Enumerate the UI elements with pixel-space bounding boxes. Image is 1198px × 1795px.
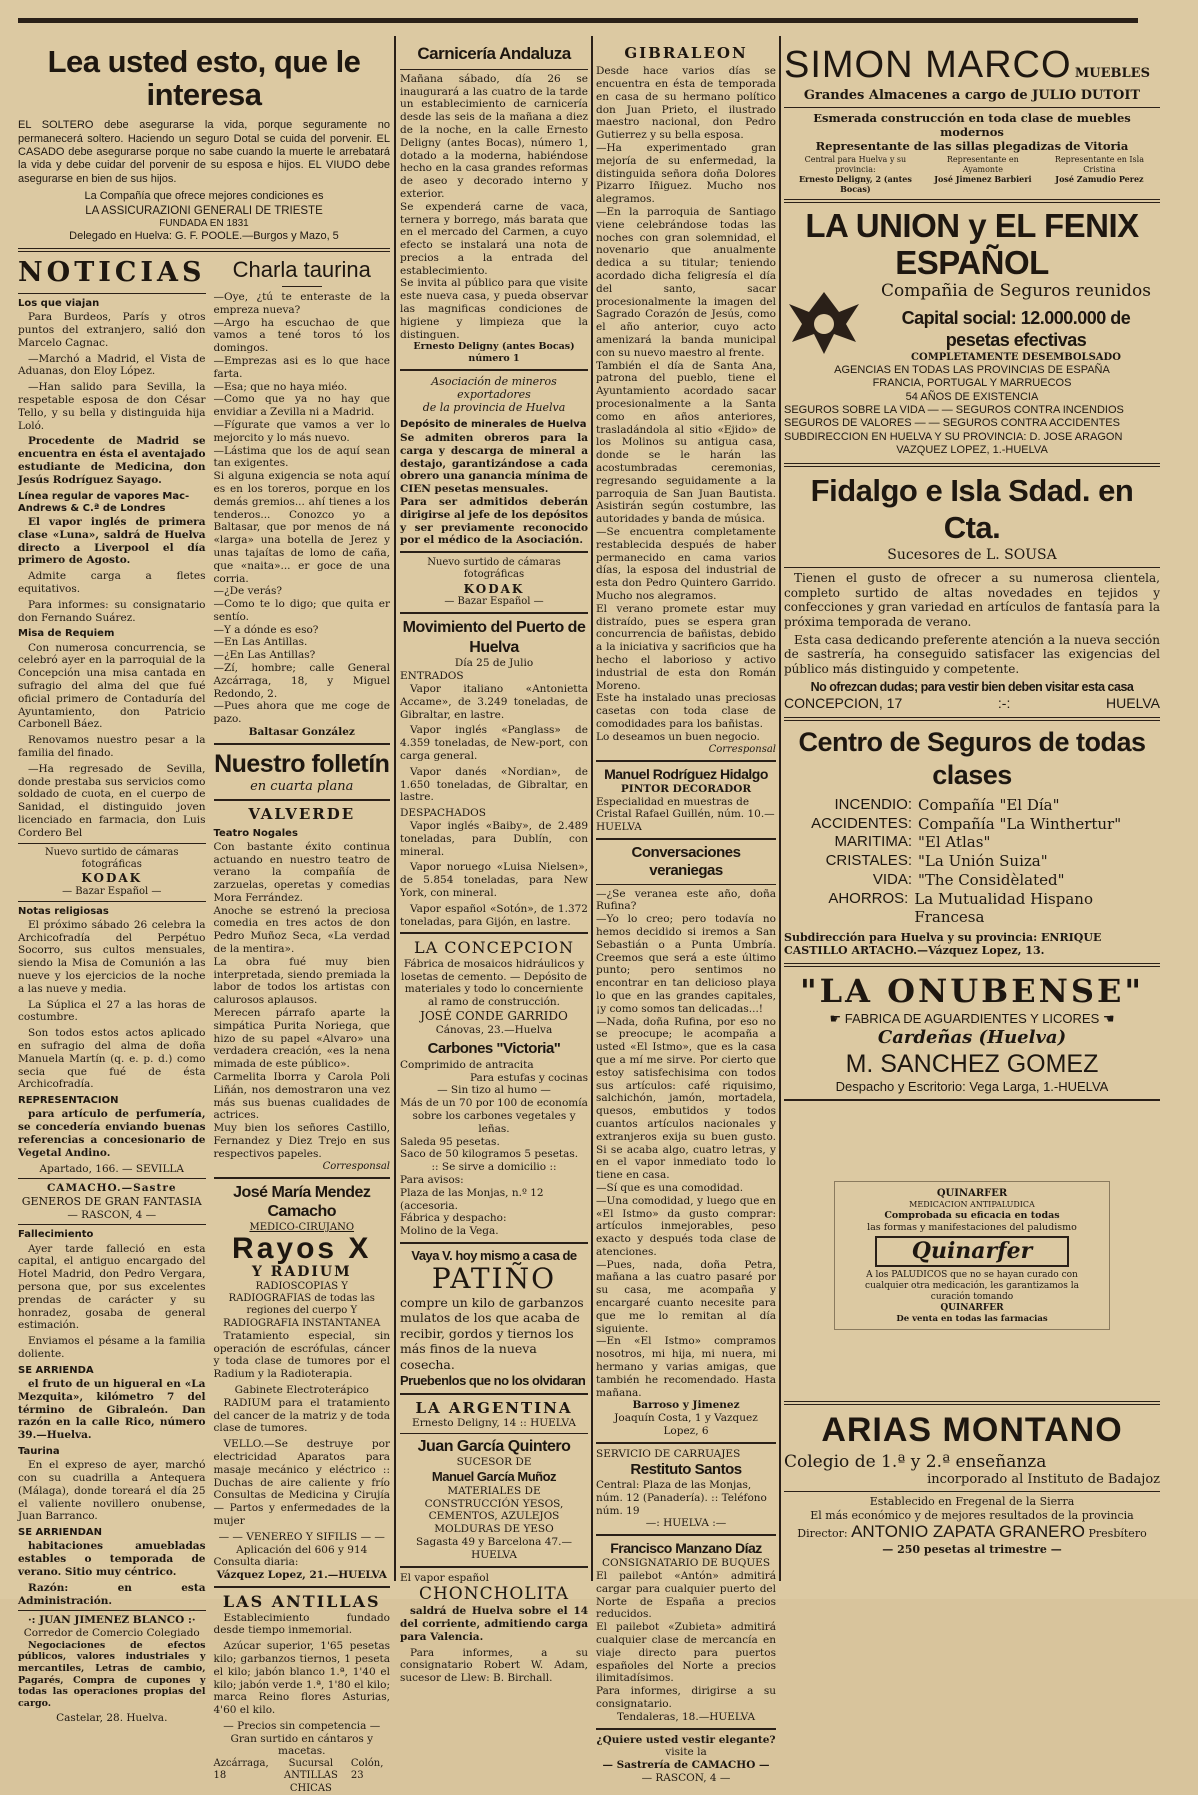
carbones-line: Para estufas y cocinas xyxy=(469,1071,588,1084)
hand-pointer-icon: ☚ xyxy=(1099,1010,1115,1026)
charla-signature: Baltasar González xyxy=(248,726,355,739)
movimiento-line: Vapor inglés «Baiby», de 2.489 toneladas, para Dublín, con mineral. xyxy=(400,819,588,858)
deposito-body: Se admiten obreros para la carga y descarga de mineral a destajo, garantizándose a cada obrero una ganancia mínima de CIEN pesetas mensuales. Para ser admitidos deberán dirigirse al jefe de los depósitos y ser previamente reconocido por el médico de la Asociación. xyxy=(400,432,589,547)
uf-line: 54 AÑOS DE EXISTENCIA xyxy=(905,390,1039,403)
centro-seguros-foot: Subdirección para Huelva y su provincia: ENRIQUE CASTILLO ARTACHO.—Vázquez Lopez, 13. xyxy=(784,931,1102,958)
mrh-sub: PINTOR DECORADOR xyxy=(620,782,752,795)
column-2 xyxy=(400,36,588,1688)
movimiento-line: Vapor danés «Nordian», de 1.650 toneladas, de Gibraltar, en lastre. xyxy=(400,765,588,804)
concepcion-addr: Cánovas, 23.—Huelva xyxy=(435,1023,553,1036)
section-heading: SE ARRIENDA xyxy=(18,1364,94,1376)
jgq-title: Juan García Quintero xyxy=(417,1437,571,1455)
union-fenix-sub: Compañia de Seguros reunidos xyxy=(880,280,1152,301)
servicio-body: Central: Plaza de las Monjas, núm. 12 (Panadería). :: Teléfono núm. 19 xyxy=(596,1478,767,1517)
section-heading: Fallecimiento xyxy=(18,1229,94,1241)
insurance-founded: FUNDADA EN 1831 xyxy=(159,217,249,229)
column-rule xyxy=(394,36,396,1581)
paragraph: —Marchó a Madrid, el Vista de Aduanas, don Eloy López. xyxy=(18,352,206,378)
fidalgo-sub: Sucesores de L. SOUSA xyxy=(887,547,1057,564)
gibraleon-body: Desde hace varios días se encuentra en ésta de temporada en casa de su hermano político don Juan Prieto, el ilustrado maestro nacional, don Pedro Gutierrez y su bella esposa. —Ha experimentado gran mejoría de su enfermedad, la distinguida señora doña Dolores Pizarro Iñiguez. Mucho nos alegramos. —En la parroquia de Santiago viene celebrándose todas las noches con gran solemnidad, el novenario que anualmente dedica a su titular; teniendo acordado dicha feligresía el día del santo, sacar procesionalmente la imagen del Sagrado Corazón de Jesús, como el año anterior, cuyo acto amenizará la banda municipal con su nuevo maestro al frente. También el día de Santa Ana, patrona del pueblo, tiene el Ayuntamiento acordado sacar procesionalmente a la Santa como en años anteriores, trasladándola al sitio «Ejido» de los Molinos su antigua casa, donde se le harán las acostumbradas ceremonias, regresando seguidamente a la parroquia de San Juan Bautista. Asistirán según costumbre, las autoridades y banda de música. —Se encuentra completamente restablecida después de haber permanecido en cama varios días, la esposa del industrial de esta don Pedro Quintero Garrido. Mucho nos alegramos. El verano promete estar muy distraído, pues se espera gran concurrencia de bañistas, debido a la iniciativa y sacrificios que ha hecho el laborioso y activo industrial de esta don Román Moreno. Este ha instalado unas preciosas casetas con toda clase de comodidades para los bañistas. Lo deseamos un buen negocio. xyxy=(596,65,776,743)
movimiento-date: Día 25 de Julio xyxy=(454,657,534,670)
quinarfer-ad xyxy=(834,1181,1110,1330)
deposito-title: Depósito de minerales de Huelva xyxy=(400,418,587,430)
insurance-ad-title: Lea usted esto, que le interesa xyxy=(47,44,361,112)
kodak-brand: KODAK xyxy=(463,581,525,596)
section-heading: SE ARRIENDAN xyxy=(18,1527,102,1539)
section-heading: Taurina xyxy=(18,1445,60,1457)
quinarfer-line: las formas y manifestaciones del paludismo xyxy=(867,1221,1077,1233)
uf-line: SEGUROS SOBRE LA VIDA — — SEGUROS CONTRA INCENDIOS xyxy=(784,403,1124,416)
carbones-line: :: Se sirve a domicilio :: xyxy=(431,1161,557,1174)
patino-intro: Vaya V. hoy mismo a casa de xyxy=(411,1247,577,1263)
centro-seguros-list xyxy=(794,796,1160,927)
paragraph: En el expreso de ayer, marchó con su cuadrilla a Antequera (Málaga), donde toreará el día 25 el valiente novillero onubense, Juan Barranco. xyxy=(18,1459,206,1523)
choncholita-title: CHONCHOLITA xyxy=(418,1584,570,1605)
movimiento-despachados: DESPACHADOS xyxy=(400,807,486,820)
section-heading: Los que viajan xyxy=(18,298,100,310)
centro-seguros-kind: CRISTALES: xyxy=(825,852,912,870)
paragraph: habitaciones amuebladas estables o temporada de verano. Sitio muy céntrico. xyxy=(18,1540,206,1578)
antillas-title: LAS ANTILLAS xyxy=(222,1592,381,1611)
insurance-company: LA ASSICURAZIONI GENERALI DE TRIESTE xyxy=(85,204,323,217)
insurance-delegate: Delegado en Huelva: G. F. POOLE.—Burgos y Mazo, 5 xyxy=(69,229,339,242)
mrh-body: Especialidad en muestras de Cristal Rafael Guillén, núm. 10.—HUELVA xyxy=(596,795,775,834)
jgq-body: MATERIALES DE CONSTRUCCIÓN YESOS, CEMENTOS, AZULEJOS MOLDURAS DE YESO xyxy=(424,1484,564,1536)
charla-body: —Oye, ¿tú te enteraste de la empreza nueva? —Argo ha escuchao de que vamos a tené toros tó los domingos. —Emprezas asi es lo que hace farta. —Esa; que no haya miéo. —Como que ya no hay que envidiar a Zevilla ni a Madrid. —Fígurate que vamos a ver lo mejorcito y lo más nuevo. —Lástima que los de aquí sean tan exigentes. Si alguna exigencia se nota aquí es en los toreros, porque en los demás gremios... ahí tienes a los tenderos... Conozco yo a Baltasar, que por menos de ná «larga» una botella de Jerez y unas tajaítas de lomo de caña, que «naita»... er goce de una corria. —¿De verás? —Como te lo digo; que quita er sentío. —Y a dónde es eso? —En Las Antillas. —¿En Las Antillas? —Zí, hombre; calle General Azcárraga, 18, y Miguel Redondo, 2. —Pues ahora que me coge de pazo. xyxy=(213,290,390,726)
fidalgo-p1: Tienen el gusto de ofrecer a su numerosa clientela, completo surtido de altas novedades en tejidos y confecciones y gran variedad en artículos de fantasía para la próxima temporada de verano. xyxy=(784,571,1160,630)
jgq-addr: Sagasta 49 y Barcelona 47.—HUELVA xyxy=(416,1536,572,1561)
jj-line: Corredor de Comercio Colegiado xyxy=(23,1627,200,1640)
carbones-line: Fábrica y despacho: xyxy=(400,1212,507,1225)
centro-seguros-kind: INCENDIO: xyxy=(834,795,912,813)
movimiento-title: Movimiento del Puerto de Huelva xyxy=(402,619,586,656)
column-3 xyxy=(596,36,776,1785)
movimiento-line: Vapor noruego «Luisa Nielsen», de 5.854 toneladas, para New York, con mineral. xyxy=(400,861,588,899)
antillas-addr: Azcárraga, 18 xyxy=(213,1758,269,1782)
sm-agent: Central para Huelva y su provincia: xyxy=(804,155,907,175)
conversaciones-addr: Joaquín Costa, 1 y Vazquez Lopez, 6 xyxy=(614,1412,758,1438)
uf-line: AGENCIAS EN TODAS LAS PROVINCIAS DE ESPAÑA xyxy=(834,363,1110,376)
paragraph: Son todos estos actos aplicado en sufragio del alma de doña Manuela Martín (q. e. p. d.) como secia que fué de ésta Archicofradía. xyxy=(18,1027,206,1091)
section-heading: Teatro Nogales xyxy=(213,827,298,839)
kodak-line: Nuevo surtido de cámaras fotográficas xyxy=(427,557,561,581)
fidalgo-addr: CONCEPCION, 17 xyxy=(784,694,903,711)
paragraph: La Súplica el 27 a las horas de costumbre. xyxy=(18,998,206,1024)
fmd-sub: CONSIGNATARIO DE BUQUES xyxy=(601,1557,771,1570)
fidalgo-p2: Esta casa dedicando preferente atención a la nueva sección de sastrería, ha conseguido satisfacer las exigencias del público más distinguido y competente. xyxy=(784,632,1160,676)
centro-seguros-company: Compañía "El Día" xyxy=(918,795,1060,814)
carbones-line: Comprimido de antracita xyxy=(400,1058,534,1071)
paragraph: Admite carga a fletes equitativos. xyxy=(18,570,206,595)
arias-montano-p2: El más económico y de mejores resultados de la provincia xyxy=(810,1508,1134,1522)
uf-line: FRANCIA, PORTUGAL Y MARRUECOS xyxy=(872,377,1072,390)
valverde-body: Con bastante éxito continua actuando en nuestro teatro de verano la compañía de zarzuelas, operetas y comedias Mora Ferrández. Anoche se estrenó la preciosa comedia en tres actos de don Pedro Muñoz Seca, «La verdad de la mentira». La obra fué muy bien interpretada, siendo premiada la labor de todos los artistas con calurosos aplausos. Merecen párrafo aparte la simpática Purita Noriega, que hizo de su papel «Alvaro» una verdadera creación, «es la nena mimada de este público». Carmelita Iborra y Carola Poli Liñán, nos demostraron una vez más sus buenas cualidades de actrices. Muy bien los señores Castillo, Fernandez y Diez Trejo en sus respectivos papeles. xyxy=(213,840,390,1160)
centro-seguros-kind: ACCIDENTES: xyxy=(811,814,912,832)
noticias-column xyxy=(18,257,206,1795)
quinarfer-line: A los PALUDICOS que no se hayan curado con cualquier otra medicación, les garantizamos la curación tomando xyxy=(865,1270,1079,1302)
carbones-line: Molino de la Vega. xyxy=(400,1225,499,1238)
hand-pointer-icon: ☛ xyxy=(829,1010,845,1026)
mendez-title: José María Mendez Camacho xyxy=(233,1183,371,1221)
concepcion-body: Fábrica de mosaicos hidráulicos y losetas de cemento. — Depósito de materiales y todo lo concerniente al ramo de construcción. xyxy=(401,957,587,1009)
union-fenix-capital: Capital social: 12.000.000 de pesetas efectivas xyxy=(901,307,1131,350)
patino-name: PATIÑO xyxy=(431,1261,557,1295)
rx-line: Tratamiento especial, sin operación de escrófulas, cáncer y toda clase de tumores por el Radium y la Radioterapia. xyxy=(213,1329,390,1381)
rx-line: VELLO.—Se destruye por electricidad Aparatos para masaje mecánico y eléctrico :: Duchas de aire caliente y frío Consultas de Medicina y Cirujía — Partos y enfermedades de la mujer xyxy=(213,1438,390,1528)
argentina-addr: Ernesto Deligny, 14 :: HUELVA xyxy=(412,1416,576,1429)
antillas-line: Azúcar superior, 1'65 pesetas kilo; garbanzos tiernos, 1 peseta el kilo; jabón blanco 1.ª, 1'40 el kilo; jabón verde 1.ª, 1'80 el kilo; marca Reino flores Asturias, 4'60 el kilo. xyxy=(213,1640,390,1717)
servicio-city: —: HUELVA :— xyxy=(645,1517,727,1530)
sastreria-q: ¿Quiere usted vestir elegante? xyxy=(596,1733,776,1746)
section-heading: REPRESENTACION xyxy=(18,1095,119,1107)
carbones-line: Saco de 50 kilogramos 5 pesetas. xyxy=(400,1148,579,1161)
conversaciones-body: —¿Se veranea este año, doña Rufina? —Yo lo creo; pero todavía no hemos decidido si iremos a San Sebastián o a Punta Umbría. Creemos que será a este último punto; pero sentimos no encontrar en tan delicioso playa lo que en las grandes capitales, ¡y como somos tan delicadas...! —Nada, doña Rufina, por eso no se preocupe; le acompaña a usted «El Istmo», que es la casa que a mí me sirve. Por cierto que estoy satisfechisima con todos sus artículos: café riquisimo, salchichón, jamón, mortadela, quesos, embutidos y todos cuantos artículos nacionales y extranjeros exija su buen gusto. Si se acaba algo, cuatro letras, y en el vapor inmediato todo lo tiene en casa. —Sí que es una comodidad. —Una comodidad, y luego que en «El Istmo» da gusto comprar: artículos inmejorables, peso exacto y después toda clase de atenciones. —Pues, nada, doña Petra, mañana a las cuatro pasaré por su casa, me acompaña y encargaré cuanto necesite para que me lo remitan al día siguiente. —En «El Istmo» compramos nosotros, mi hija, mi nuera, mi hermano y varias amigas, que también he recomendado. Hasta mañana. xyxy=(596,887,776,1399)
antillas-line: — Precios sin competencia — xyxy=(223,1719,381,1732)
quinarfer-top2: MEDICACION ANTIPALUDICA xyxy=(909,1200,1035,1210)
sastreria-name: — Sastrería de CAMACHO — xyxy=(602,1759,770,1772)
sastreria-v: visite la xyxy=(665,1746,707,1759)
uf-line: SUBDIRECCION EN HUELVA Y SU PROVINCIA: D. JOSE ARAGON xyxy=(784,430,1123,443)
fmd-addr: Tendaleras, 18.—HUELVA xyxy=(616,1710,756,1723)
simon-marco-title: SIMON MARCO xyxy=(784,44,1072,86)
carniceria-title: Carnicería Andaluza xyxy=(417,44,571,63)
arias-montano-price: — 250 pesetas al trimestre — xyxy=(882,1542,1062,1556)
charla-title: Charla taurina xyxy=(232,257,371,283)
section-heading: Línea regular de vapores Mac-Andrews & C.ª de Londres xyxy=(18,490,190,514)
onubense-sub-wrap xyxy=(784,1011,1160,1027)
folletin-title: Nuestro folletín xyxy=(214,749,390,778)
asociacion-sub: de la provincia de Huelva xyxy=(422,401,566,415)
onubense-addr: Despacho y Escritorio: Vega Larga, 1.-HUELVA xyxy=(835,1079,1109,1095)
concepcion-title: LA CONCEPCION xyxy=(414,938,574,958)
paragraph: El próximo sábado 26 celebra la Archicofradía del Perpétuo Socorro, sus cultos mensuales, siendo la Misa de Comunión a las nueve y los ejercicios de la noche a las nueve y media. xyxy=(18,918,206,995)
carbones-title: Carbones "Victoria" xyxy=(427,1040,561,1058)
centro-seguros-kind: AHORROS: xyxy=(828,889,909,907)
servicio-title: SERVICIO DE CARRUAJES xyxy=(596,1447,741,1460)
centro-seguros-company: La Mutualidad Hispano Francesa xyxy=(914,889,1093,927)
camacho-ad-addr: — RASCON, 4 — xyxy=(67,1208,157,1221)
insurance-ad-body: EL SOLTERO debe asegurarse la vida, porque seguramente no permanecerá soltero. Haciendo un seguro Dotal se cuida del porvenir. EL CASADO debe asegurarse porque no sabe cuando la muerte le arrebatará la vida y debe cuidar del porvenir de su esposa e hijos. EL VIUDO debe asegurarse en bien de sus hijos. xyxy=(18,119,390,185)
section-heading: Misa de Requiem xyxy=(18,628,115,640)
quinarfer-line: Comprobada su eficacia en todas xyxy=(884,1210,1060,1222)
kodak-ad-line: Nuevo surtido de cámaras fotográficas xyxy=(44,846,179,870)
quinarfer-line: QUINARFER xyxy=(940,1302,1004,1313)
choncholita-body: saldrá de Huelva sobre el 14 del corriente, admitiendo carga para Valencia. xyxy=(400,1605,588,1643)
top-rule xyxy=(18,18,1138,23)
paragraph: Apartado, 166. — SEVILLA xyxy=(39,1162,184,1175)
sastreria-addr: — RASCON, 4 — xyxy=(641,1771,731,1784)
uf-line: SEGUROS DE VALORES — — SEGUROS CONTRA ACCIDENTES xyxy=(784,417,1120,430)
fidalgo-sep: :-: xyxy=(997,694,1011,711)
paragraph: Para Burdeos, París y otros puntos del extranjero, salió don Marcelo Cagnac. xyxy=(18,311,206,349)
column-4 xyxy=(784,36,1160,1556)
paragraph: Con numerosa concurrencia, se celebró ayer en la parroquial de la Concepción una misa cantada en sufragio del alma del que fué oficial primero de Contaduría del Ayuntamiento, don Patricio Carbonell Báez. xyxy=(18,641,206,731)
carbones-line: Saleda 95 pesetas. xyxy=(400,1135,500,1148)
carbones-line: Más de un 70 por 100 de economía sobre los carbones vegetales y leñas. xyxy=(400,1097,588,1135)
union-fenix-capital2: COMPLETAMENTE DESEMBOLSADO xyxy=(911,351,1121,363)
sm-agent: José Jimenez Barbieri xyxy=(934,173,1032,184)
sm-agent: Representante en Ayamonte xyxy=(946,155,1019,175)
jj-title: ·: JUAN JIMENEZ BLANCO :· xyxy=(27,1614,196,1627)
antillas-addr2: Colón, 23 xyxy=(350,1758,384,1782)
antillas-chicas: ANTILLAS CHICAS xyxy=(283,1770,338,1794)
folletin-sub: en cuarta plana xyxy=(250,779,354,795)
simon-marco-line: Esmerada construcción en toda clase de muebles modernos xyxy=(813,111,1131,140)
paragraph: —Han salido para Sevilla, la respetable esposa de don César Tello, y su bella y distinguida hija Loló. xyxy=(18,381,206,432)
mrh-title: Manuel Rodríguez Hidalgo xyxy=(604,765,768,782)
patino-body: compre un kilo de garbanzos mulatos de los que acaba de recibir, gordos y tiernos los más finos de la nueva cosecha. xyxy=(400,1294,584,1373)
centro-seguros-company: "La Unión Suiza" xyxy=(918,852,1048,871)
centro-seguros-kind: VIDA: xyxy=(872,870,912,888)
mendez-sub: MEDICO-CIRUJANO xyxy=(249,1221,355,1233)
paragraph: Enviamos el pésame a la familia doliente. xyxy=(18,1335,206,1360)
antillas-branch: Sucursal xyxy=(288,1758,334,1770)
carbones-line: Plaza de las Monjas, n.º 12 (accesoria. xyxy=(400,1186,544,1212)
sm-agent: José Zamudio Perez xyxy=(1055,173,1144,184)
servicio-name: Restituto Santos xyxy=(630,1460,742,1478)
gibraleon-sig: Corresponsal xyxy=(708,743,776,755)
antillas-line: Gran surtido en cántaros y macetas. xyxy=(230,1732,374,1758)
gibraleon-title: GIBRALEON xyxy=(624,44,748,62)
movimiento-line: Vapor español «Sotón», de 1.372 toneladas, para Gijón, en lastre. xyxy=(400,902,588,928)
jgq-sub: SUCESOR DE xyxy=(456,1456,532,1469)
simon-marco-sub: Grandes Almacenes a cargo de JULIO DUTOIT xyxy=(803,88,1141,104)
conversaciones-sig: Barroso y Jimenez xyxy=(632,1399,740,1412)
fidalgo-city: HUELVA xyxy=(1106,694,1160,711)
fmd-title: Francisco Manzano Díaz xyxy=(610,1540,762,1557)
kodak-ad-brand: KODAK xyxy=(81,870,143,885)
column-rule xyxy=(591,36,593,1581)
centro-seguros-kind: MARITIMA: xyxy=(834,833,912,851)
argentina-title: LA ARGENTINA xyxy=(415,1398,573,1417)
fidalgo-title: Fidalgo e Isla Sdad. en Cta. xyxy=(810,472,1134,546)
centro-seguros-row xyxy=(794,833,1160,852)
arias-montano-dir-label: Director: xyxy=(797,1526,848,1540)
paragraph: para artículo de perfumería, se concedería enviando buenas referencias a concesionario de Vegetal Andino. xyxy=(18,1108,206,1159)
rx-line: RADIOSCOPIAS Y RADIOGRAFIAS de todas las regiones del cuerpo Y RADIOGRAFIA INSTANTANEA xyxy=(223,1281,381,1329)
uf-line: VAZQUEZ LOPEZ, 1.-HUELVA xyxy=(896,444,1048,457)
rx-line: Consulta diaria: xyxy=(213,1556,299,1569)
simon-marco-line: Representante de las sillas plegadizas de Vitoria xyxy=(815,139,1129,154)
paragraph: Para informes: su consignatario don Fernando Suárez. xyxy=(18,598,206,624)
rx-line: — — VENEREO Y SIFILIS — — xyxy=(218,1530,385,1543)
onubense-place: Cardeñas (Huelva) xyxy=(877,1026,1067,1048)
section-heading: Notas religiosas xyxy=(18,905,109,917)
kodak-shop: — Bazar Español — xyxy=(444,596,544,608)
spacer xyxy=(784,1105,1160,1175)
spacer xyxy=(784,1336,1160,1396)
carbones-line: Para avisos: xyxy=(400,1173,464,1186)
centro-seguros-row xyxy=(794,890,1160,928)
rx-line: Gabinete Electroterápico xyxy=(234,1384,369,1397)
rayos-x-sub: Y RADIUM xyxy=(251,1264,352,1281)
paragraph: El vapor inglés de primera clase «Luna», saldrá de Huelva directo a Liverpool el día primero de Agosto. xyxy=(18,516,206,567)
arias-montano-p1: Establecido en Fregenal de la Sierra xyxy=(869,1495,1075,1509)
onubense-name: M. SANCHEZ GOMEZ xyxy=(845,1049,1099,1078)
centro-seguros-row xyxy=(794,871,1160,890)
arias-montano-pres: Presbítero xyxy=(1088,1526,1147,1540)
carbones-line: — Sin tizo al humo — xyxy=(437,1084,551,1097)
patino-slogan: Pruebenlos que no los olvidaran xyxy=(400,1372,586,1388)
kodak-ad-shop: — Bazar Español — xyxy=(62,885,162,897)
fidalgo-p3: No ofrezcan dudas; para vestir bien deben visitar esta casa xyxy=(810,679,1134,694)
phoenix-emblem-icon xyxy=(784,282,864,362)
asociacion-title: Asociación de mineros exportadores xyxy=(431,374,557,402)
centro-seguros-company: "The Considèlated" xyxy=(918,870,1065,889)
onubense-title: "LA ONUBENSE" xyxy=(799,971,1145,1010)
quinarfer-name: Quinarfer xyxy=(875,1236,1069,1267)
paragraph: —Ha regresado de Sevilla, donde prestaba sus servicios como soldado de cuota, en el cuerpo de Sanidad, el distinguido joven licenciado en farmacia, don Luis Cordero Bel xyxy=(18,762,206,839)
charla-column xyxy=(214,257,391,1795)
simon-marco-muebles: MUEBLES xyxy=(1074,66,1150,81)
column-1 xyxy=(18,36,390,1795)
jgq-name: Manuel García Muñoz xyxy=(431,1468,557,1484)
carniceria-body: Mañana sábado, día 26 se inaugurará a las cuatro de la tarde un establecimiento de carnicería desde las seis de la mañana a diez de la noche, en la calle Ernesto Deligny (antes Bocas), número 1, dotado a la moderna, habiéndose hecho en la casa grandes reformas de aseo y decorado interno y exterior. Se expenderá carne de vaca, ternera y borrego, más barata que en el mercado del Carmen, a cuyo efecto se instalará una nota de precios a la entrada del establecimiento. Se invita al público para que visite este nueva casa, y pueda observar las magnificas condiciones de higiene y limpieza que la distinguen. xyxy=(400,72,588,341)
camacho-ad-title: CAMACHO.—Sastre xyxy=(46,1182,177,1195)
paragraph: Ayer tarde falleció en esta capital, el antiguo encargado del Hotel Madrid, don Pedro Vergara, persona que, por sus excelentes prendas de carácter y su honradez, gosaba de general estimación. xyxy=(18,1242,206,1332)
valverde-signature: Corresponsal xyxy=(322,1160,390,1172)
paragraph: el fruto de un higueral en «La Mezquita», kilómetro 7 del término de Gibraleón. Dan razón en la calle Rico, número 39.—Huelva. xyxy=(18,1377,206,1442)
conversaciones-title: Conversaciones veraniegas xyxy=(631,843,741,880)
arias-montano-inc: incorporado al Instituto de Badajoz xyxy=(927,1472,1160,1488)
movimiento-line: Vapor inglés «Panglass» de 4.359 toneladas, de New-port, con carga general. xyxy=(400,724,588,762)
valverde-title: VALVERDE xyxy=(248,805,356,824)
centro-seguros-company: Compañía "La Winthertur" xyxy=(918,814,1122,833)
camacho-ad-line: GENEROS DE GRAN FANTASIA xyxy=(21,1195,202,1209)
quinarfer-top: QUINARFER xyxy=(936,1188,1008,1200)
movimiento-entrados: ENTRADOS xyxy=(400,670,464,683)
centro-seguros-row xyxy=(794,852,1160,871)
choncholita-pre: El vapor español xyxy=(400,1571,489,1584)
centro-seguros-company: "El Atlas" xyxy=(918,833,991,852)
movimiento-line: Vapor italiano «Antonietta Accame», de 3.249 toneladas, de Gibraltar, en lastre. xyxy=(400,683,588,721)
onubense-sub: FABRICA DE AGUARDIENTES Y LICORES xyxy=(844,1010,1100,1026)
paragraph: Razón: en esta Administración. xyxy=(18,1581,206,1607)
carniceria-sig: Ernesto Deligny (antes Bocas) número 1 xyxy=(413,341,575,365)
fmd-body: El pailebot «Antón» admitirá cargar para cualquier puerto del Norte de España a precios reducidos. El pailebot «Zubieta» admitirá cualquier clase de mercancía en viaje directo para puertos españoles del Norte a precios ilimitadísimos. Para informes, dirigirse a su consignatario. xyxy=(596,1570,776,1710)
choncholita-p2: Para informes, a su consignatario Robert W. Adam, sucesor de Llew: B. Birchall. xyxy=(400,1646,588,1685)
quinarfer-line: De venta en todas las farmacias xyxy=(896,1313,1048,1324)
noticias-title: NOTICIAS xyxy=(18,257,206,289)
insurance-ad-line: La Compañía que ofrece mejores condiciones es xyxy=(84,190,324,203)
antillas-line: Establecimiento fundado desde tiempo inmemorial. xyxy=(213,1611,390,1637)
union-fenix-title: LA UNION y EL FENIX ESPAÑOL xyxy=(805,207,1139,281)
arias-montano-director: ANTONIO ZAPATA GRANERO xyxy=(851,1521,1086,1541)
jj-body: Negociaciones de efectos públicos, valores industriales y mercantiles, Letras de cambio, Pagarés, Compra de cupones y todas las operaciones propias del cargo. xyxy=(18,1639,206,1709)
centro-seguros-title: Centro de Seguros de todas clases xyxy=(798,726,1146,790)
paragraph: Procedente de Madrid se encuentra en ésta el aventajado estudiante de Medicina, don Jesús Rodríguez Sayago. xyxy=(18,435,206,486)
paragraph: Renovamos nuestro pesar a la familia del finado. xyxy=(18,734,206,759)
rx-line: Vázquez Lopez, 21.—HUELVA xyxy=(216,1569,387,1582)
rx-line: RADIUM para el tratamiento del cancer de la matriz y de toda clase de tumores. xyxy=(213,1396,390,1435)
rayos-x-title: Rayos X xyxy=(232,1232,372,1266)
centro-seguros-row xyxy=(794,796,1160,815)
rx-line: Aplicación del 606 y 914 xyxy=(236,1543,368,1556)
sm-agent: Ernesto Deligny, 2 (antes Bocas) xyxy=(798,173,912,194)
jj-addr: Castelar, 28. Huelva. xyxy=(56,1712,168,1725)
arias-montano-title: ARIAS MONTANO xyxy=(821,1411,1123,1450)
sm-agent: Representante en Isla Cristina xyxy=(1054,155,1144,175)
centro-seguros-row xyxy=(794,815,1160,834)
column-rule xyxy=(779,36,781,1581)
arias-montano-sub: Colegio de 1.ª y 2.ª enseñanza xyxy=(784,1451,1047,1472)
concepcion-name: JOSÉ CONDE GARRIDO xyxy=(420,1009,568,1024)
